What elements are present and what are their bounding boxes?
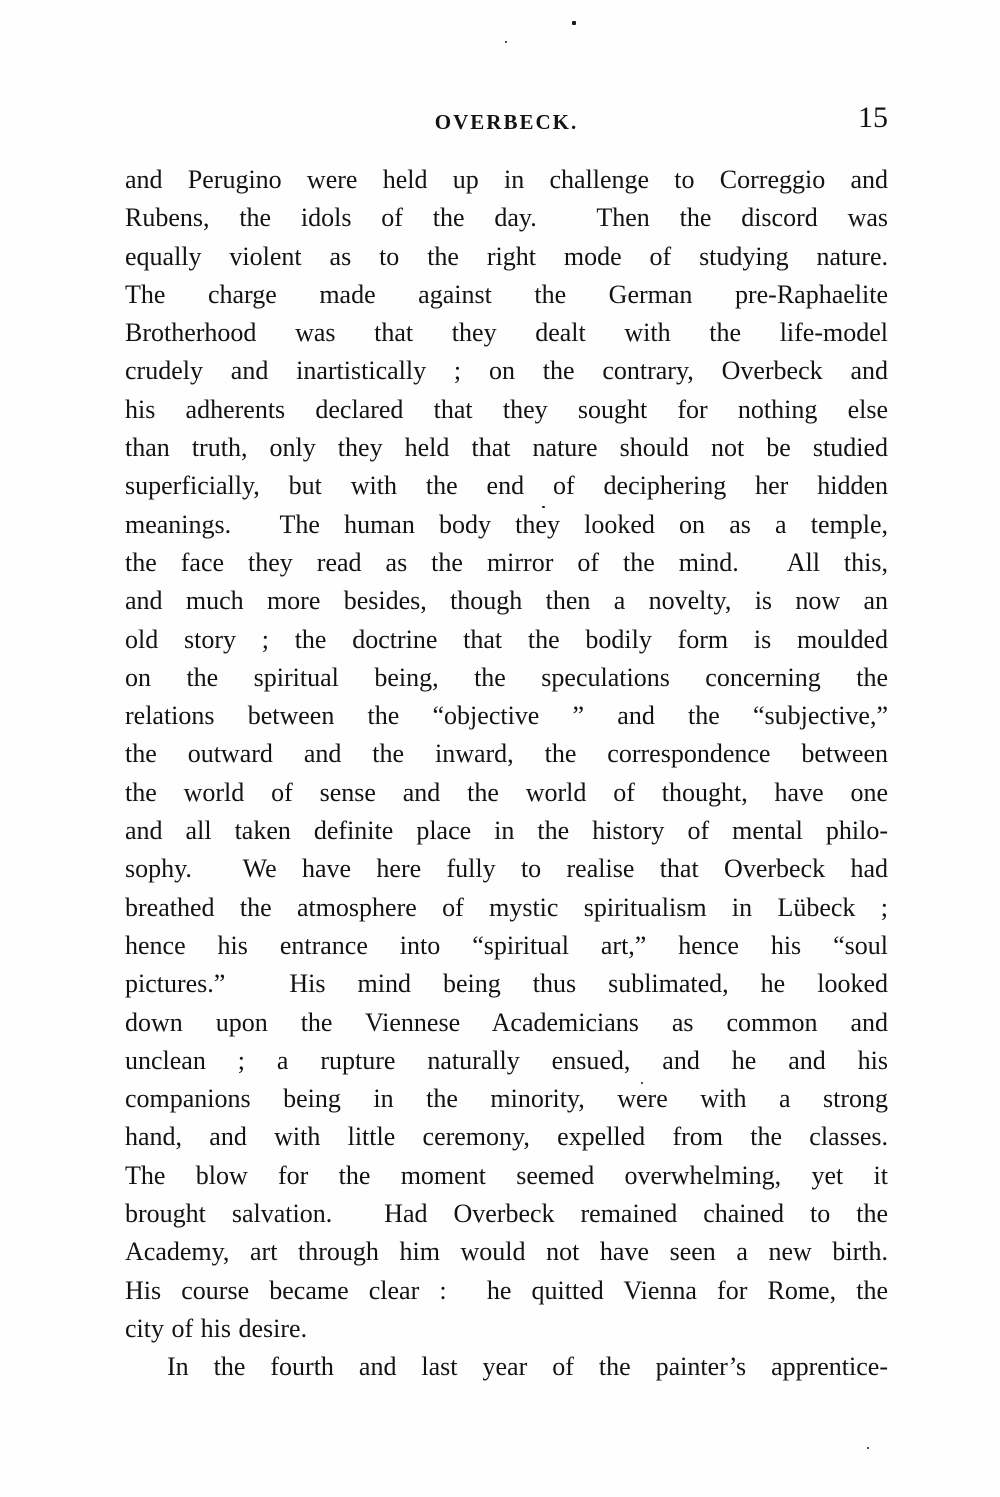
text-line: and Perugino were held up in challenge to Correggio and	[125, 165, 888, 194]
page-number: 15	[858, 101, 888, 134]
text-line: companions being in the minority, were with a strong	[125, 1084, 888, 1114]
text-line: hence his entrance into “spiritual art,” hence his “soul	[125, 930, 888, 960]
text-line: His course became clear : he quitted Vienna for Rome, the	[125, 1275, 888, 1305]
text-line: city of his desire.	[125, 1313, 308, 1343]
scan-speck	[572, 21, 576, 25]
text-line: meanings. The human body they looked on as a temple,	[125, 509, 888, 539]
text-line: In the fourth and last year of the painter’s apprentice-	[167, 1352, 888, 1382]
text-line: The charge made against the German pre-Raphaelite	[125, 279, 888, 309]
text-line: down upon the Viennese Academicians as common and	[125, 1007, 888, 1037]
text-line: and much more besides, though then a novelty, is now an	[125, 586, 888, 616]
running-head-title: OVERBECK.	[434, 110, 579, 134]
text-line: his adherents declared that they sought for nothing else	[125, 394, 888, 424]
text-line: old story ; the doctrine that the bodily form is moulded	[125, 624, 888, 654]
text-line: Rubens, the idols of the day. Then the discord was	[125, 203, 888, 233]
text-line: the face they read as the mirror of the mind. All this,	[125, 547, 888, 577]
text-line: than truth, only they held that nature should not be studied	[125, 433, 888, 463]
text-line: The blow for the moment seemed overwhelming, yet it	[125, 1160, 888, 1190]
text-line: breathed the atmosphere of mystic spiritualism in Lübeck ;	[125, 892, 888, 922]
text-line: crudely and inartistically ; on the contrary, Overbeck and	[125, 356, 888, 386]
text-line: hand, and with little ceremony, expelled from the classes.	[125, 1122, 888, 1152]
body-text-block	[125, 161, 888, 1387]
text-line: Brotherhood was that they dealt with the life-model	[125, 318, 888, 348]
text-line: Academy, art through him would not have seen a new birth.	[125, 1237, 888, 1267]
text-line: equally violent as to the right mode of studying nature.	[125, 241, 888, 271]
scan-speck	[505, 41, 507, 43]
scan-speck	[867, 1447, 869, 1449]
scan-speck	[641, 1082, 643, 1084]
text-line: the world of sense and the world of thought, have one	[125, 777, 888, 807]
text-line: on the spiritual being, the speculations concerning the	[125, 662, 888, 692]
text-line: the outward and the inward, the correspondence between	[125, 739, 888, 769]
text-line: relations between the “objective ” and the “subjective,”	[125, 701, 888, 731]
text-line: pictures.” His mind being thus sublimated, he looked	[125, 969, 888, 999]
scan-speck	[542, 506, 545, 508]
text-line: brought salvation. Had Overbeck remained chained to the	[125, 1199, 888, 1229]
text-line: superficially, but with the end of deciphering her hidden	[125, 471, 888, 501]
text-line: unclean ; a rupture naturally ensued, and he and his	[125, 1045, 888, 1075]
text-line: sophy. We have here fully to realise that Overbeck had	[125, 854, 888, 884]
text-line: and all taken definite place in the history of mental philo-	[125, 816, 888, 846]
